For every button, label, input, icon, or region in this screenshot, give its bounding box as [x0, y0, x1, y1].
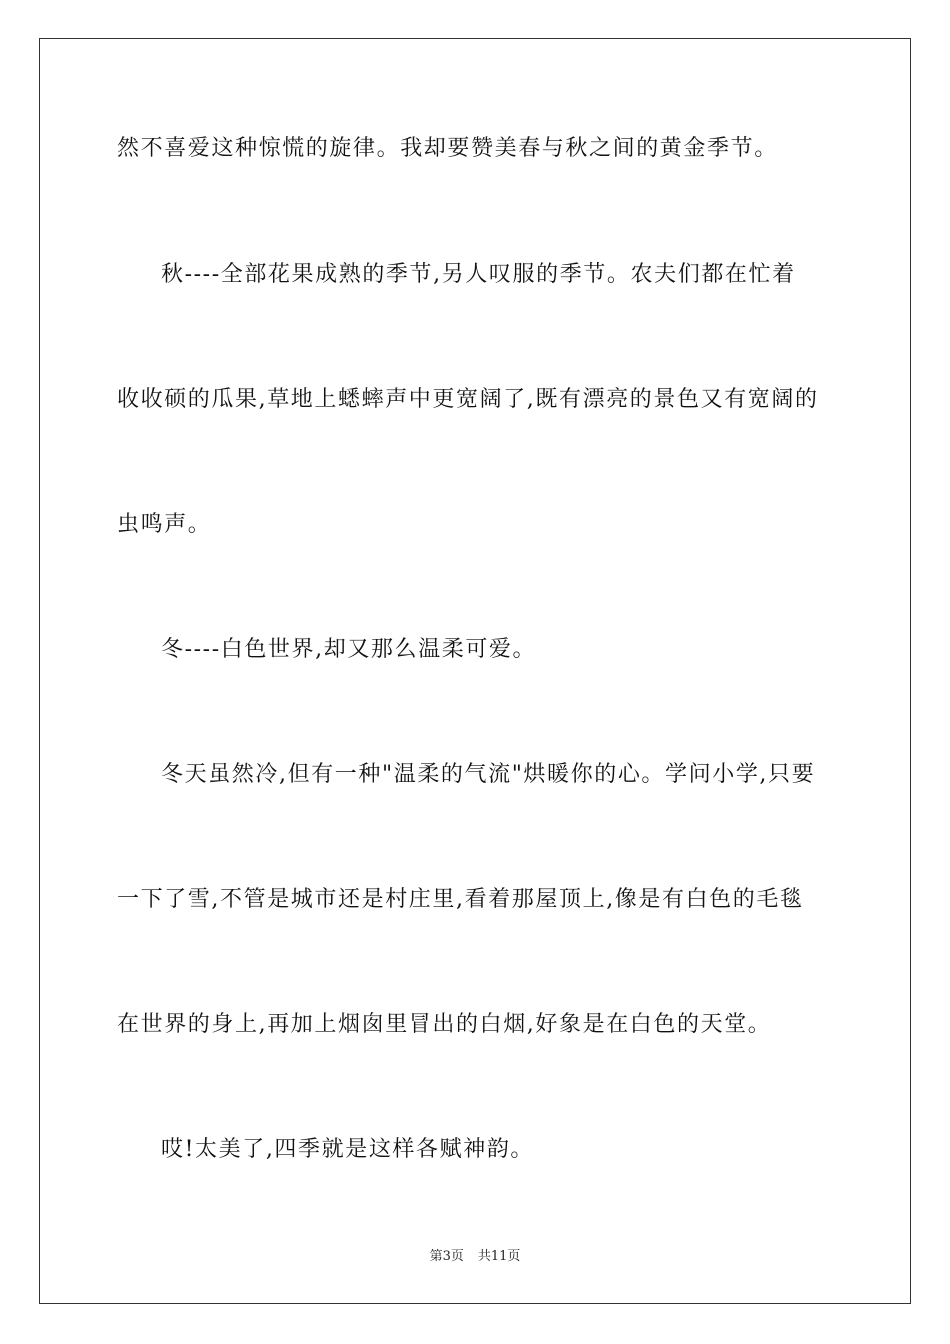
page-border [39, 38, 911, 1304]
text-line-1: 然不喜爱这种惊慌的旋律。我却要赞美春与秋之间的黄金季节。 [117, 136, 778, 161]
text-line-7: 一下了雪,不管是城市还是村庄里,看着那屋顶上,像是有白色的毛毯 [117, 887, 804, 912]
page-total: 共11页 [477, 1249, 521, 1264]
text-line-6: 冬天虽然冷,但有一种"温柔的气流"烘暖你的心。学问小学,只要 [161, 762, 816, 787]
page-footer [0, 1245, 950, 1264]
page-number: 第3页 [429, 1249, 464, 1264]
text-line-5: 冬----白色世界,却又那么温柔可爱。 [161, 637, 537, 662]
text-line-8: 在世界的身上,再加上烟囱里冒出的白烟,好象是在白色的天堂。 [117, 1012, 772, 1037]
text-line-9: 哎!太美了,四季就是这样各赋神韵。 [161, 1137, 535, 1162]
text-line-3: 收收硕的瓜果,草地上蟋蟀声中更宽阔了,既有漂亮的景色又有宽阔的 [117, 387, 819, 412]
text-line-2: 秋----全部花果成熟的季节,另人叹服的季节。农夫们都在忙着 [161, 262, 796, 287]
text-line-4: 虫鸣声。 [117, 512, 212, 537]
